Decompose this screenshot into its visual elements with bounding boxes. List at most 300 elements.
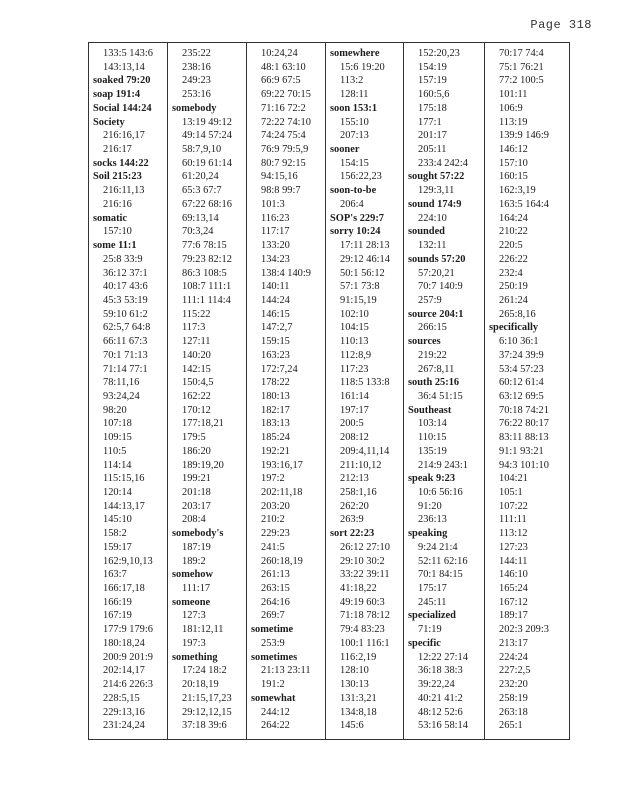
index-reference: 150:4,5	[182, 377, 214, 389]
index-reference: 269:7	[261, 610, 285, 622]
index-reference: 258:1,16	[340, 487, 377, 498]
index-reference: 177:1	[418, 116, 442, 128]
index-term: soon 153:1	[330, 102, 378, 114]
index-reference: 53:4 57:23	[499, 363, 544, 375]
index-reference: 166:19	[103, 596, 132, 608]
index-reference: 189:2	[182, 555, 206, 567]
index-reference: 78:11,16	[103, 377, 140, 389]
index-reference: 185:24	[261, 432, 290, 444]
index-reference: 178:22	[261, 377, 290, 389]
index-reference: 59:10 61:2	[103, 308, 148, 320]
index-reference: 162:3,19	[499, 185, 536, 197]
index-reference: 120:14	[103, 487, 132, 498]
index-term: sound 174:9	[408, 198, 462, 210]
index-reference: 129:3,11	[418, 185, 455, 197]
index-term: Southeast	[408, 404, 452, 416]
index-reference: 144:11	[499, 555, 528, 567]
index-reference: 192:21	[261, 445, 290, 457]
index-term: somatic	[93, 212, 128, 224]
index-reference: 39:22,24	[418, 679, 455, 691]
index-reference: 238:16	[182, 61, 211, 73]
index-reference: 21:15,17,23	[182, 692, 232, 704]
index-reference: 206:4	[340, 198, 364, 210]
index-reference: 235:22	[182, 48, 211, 59]
index-term: somewhere	[330, 48, 380, 59]
index-reference: 146:12	[499, 144, 528, 156]
index-reference: 197:3	[182, 637, 206, 649]
index-reference: 155:10	[340, 116, 369, 128]
index-reference: 65:3 67:7	[182, 185, 222, 197]
index-reference: 115:15,16	[103, 473, 145, 485]
index-reference: 37:24 39:9	[499, 349, 544, 361]
index-reference: 63:12 69:5	[499, 390, 544, 402]
index-reference: 207:13	[340, 130, 369, 142]
index-reference: 165:24	[499, 583, 528, 595]
index-reference: 145:10	[103, 514, 132, 526]
index-reference: 70:18 74:21	[499, 404, 549, 416]
index-reference: 244:12	[261, 706, 290, 718]
index-reference: 20:18,19	[182, 679, 219, 691]
index-reference: 167:12	[499, 596, 528, 608]
index-reference: 49:14 57:24	[182, 130, 232, 142]
index-reference: 135:19	[418, 445, 447, 457]
index-reference: 210:22	[499, 226, 528, 238]
index-reference: 186:20	[182, 445, 211, 457]
index-reference: 70:3,24	[182, 226, 214, 238]
index-term: SOP's 229:7	[330, 212, 384, 224]
page-number-label: Page 318	[530, 18, 592, 32]
index-reference: 156:22,23	[340, 171, 382, 183]
index-reference: 108:7 111:1	[182, 281, 232, 293]
index-reference: 189:17	[499, 610, 528, 622]
index-reference: 170:12	[182, 404, 211, 416]
index-reference: 112:8,9	[340, 349, 372, 361]
index-reference: 177:18,21	[182, 418, 224, 430]
index-reference: 45:3 53:19	[103, 294, 148, 306]
index-reference: 94:15,16	[261, 171, 298, 183]
index-reference: 109:15	[103, 432, 132, 444]
index-reference: 41:18,22	[340, 583, 377, 595]
index-term: sorry 10:24	[330, 226, 381, 238]
index-reference: 157:19	[418, 75, 447, 87]
index-reference: 182:17	[261, 404, 290, 416]
index-reference: 107:22	[499, 500, 528, 512]
index-reference: 130:13	[340, 679, 369, 691]
index-reference: 79:4 83:23	[340, 624, 385, 636]
index-reference: 146:15	[261, 308, 290, 320]
index-reference: 77:2 100:5	[499, 75, 544, 87]
index-reference: 219:22	[418, 349, 447, 361]
index-reference: 50:1 56:12	[340, 267, 385, 279]
index-reference: 143:13,14	[103, 61, 145, 73]
index-reference: 132:11	[418, 240, 447, 252]
index-reference: 71:18 78:12	[340, 610, 390, 622]
index-reference: 158:2	[103, 528, 127, 540]
index-reference: 48:1 63:10	[261, 61, 306, 73]
index-reference: 189:19,20	[182, 459, 224, 471]
index-reference: 116:2,19	[340, 651, 377, 663]
index-reference: 157:10	[499, 157, 528, 169]
index-reference: 226:22	[499, 253, 528, 265]
index-reference: 127:3	[182, 610, 206, 622]
index-reference: 131:3,21	[340, 692, 377, 704]
index-term: somehow	[172, 569, 213, 581]
index-reference: 70:1 71:13	[103, 349, 148, 361]
index-reference: 202:14,17	[103, 665, 145, 677]
index-reference: 57:1 73:8	[340, 281, 380, 293]
index-reference: 117:3	[182, 322, 206, 334]
index-column-2	[168, 43, 247, 739]
index-reference: 62:5,7 64:8	[103, 322, 151, 334]
index-reference: 83:11 88:13	[499, 432, 549, 444]
index-reference: 127:23	[499, 541, 528, 553]
index-reference: 152:20,23	[418, 48, 460, 59]
index-reference: 175:18	[418, 102, 447, 114]
index-term: some 11:1	[93, 240, 137, 252]
index-reference: 172:7,24	[261, 363, 298, 375]
index-reference: 203:20	[261, 500, 290, 512]
index-reference: 114:14	[103, 459, 132, 471]
index-reference: 144:24	[261, 294, 290, 306]
index-reference: 13:19 49:12	[182, 116, 232, 128]
index-term: soon-to-be	[330, 185, 377, 197]
index-reference: 94:3 101:10	[499, 459, 549, 471]
index-reference: 79:23 82:12	[182, 253, 232, 265]
index-reference: 162:9,10,13	[103, 555, 153, 567]
index-term: source 204:1	[408, 308, 464, 320]
index-column-5	[404, 43, 485, 739]
index-reference: 216:11,13	[103, 185, 145, 197]
index-reference: 91:1 93:21	[499, 445, 544, 457]
index-reference: 199:21	[182, 473, 211, 485]
index-reference: 233:4 242:4	[418, 157, 468, 169]
index-reference: 98:8 99:7	[261, 185, 301, 197]
index-reference: 101:3	[261, 198, 285, 210]
index-reference: 48:12 52:6	[418, 706, 463, 718]
index-reference: 53:16 58:14	[418, 720, 468, 732]
index-reference: 17:24 18:2	[182, 665, 227, 677]
index-term: socks 144:22	[93, 157, 149, 169]
index-reference: 265:8,16	[499, 308, 536, 320]
index-reference: 113:2	[340, 75, 364, 87]
index-reference: 60:12 61:4	[499, 377, 544, 389]
index-reference: 102:10	[340, 308, 369, 320]
index-reference: 118:5 133:8	[340, 377, 390, 389]
index-reference: 210:2	[261, 514, 285, 526]
index-reference: 264:22	[261, 720, 290, 732]
index-reference: 193:16,17	[261, 459, 303, 471]
index-reference: 111:17	[182, 583, 211, 595]
index-term: somebody's	[172, 528, 224, 540]
index-reference: 76:9 79:5,9	[261, 144, 309, 156]
index-reference: 232:20	[499, 679, 528, 691]
index-reference: 110:5	[103, 445, 127, 457]
index-reference: 202:11,18	[261, 487, 303, 498]
index-reference: 10:6 56:16	[418, 487, 463, 498]
index-reference: 70:1 84:15	[418, 569, 463, 581]
index-reference: 52:11 62:16	[418, 555, 468, 567]
index-reference: 110:15	[418, 432, 447, 444]
index-reference: 250:19	[499, 281, 528, 293]
index-reference: 183:13	[261, 418, 290, 430]
index-reference: 200:9 201:9	[103, 651, 153, 663]
index-term: sounded	[408, 226, 445, 238]
index-reference: 232:4	[499, 267, 523, 279]
index-term: south 25:16	[408, 377, 460, 389]
index-reference: 180:18,24	[103, 637, 145, 649]
index-reference: 229:13,16	[103, 706, 145, 718]
index-reference: 66:9 67:5	[261, 75, 301, 87]
index-reference: 61:20,24	[182, 171, 219, 183]
index-reference: 159:17	[103, 541, 132, 553]
index-reference: 214:6 226:3	[103, 679, 153, 691]
index-reference: 67:22 68:16	[182, 198, 232, 210]
index-term: specific	[408, 637, 441, 649]
index-term: specialized	[408, 610, 456, 622]
index-reference: 263:9	[340, 514, 364, 526]
index-column-4	[326, 43, 404, 739]
index-column-1	[89, 43, 168, 739]
index-reference: 71:14 77:1	[103, 363, 148, 375]
index-reference: 236:13	[418, 514, 447, 526]
index-column-3	[247, 43, 326, 739]
index-reference: 213:17	[499, 637, 528, 649]
index-term: sometime	[251, 624, 294, 636]
index-term: Soil 215:23	[93, 171, 142, 183]
index-reference: 36:12 37:1	[103, 267, 148, 279]
index-reference: 117:23	[340, 363, 369, 375]
index-reference: 139:9 146:9	[499, 130, 549, 142]
index-reference: 245:11	[418, 596, 447, 608]
index-reference: 180:13	[261, 390, 290, 402]
index-reference: 40:21 41:2	[418, 692, 463, 704]
index-reference: 161:14	[340, 390, 369, 402]
index-term: sooner	[330, 144, 360, 156]
index-reference: 133:20	[261, 240, 290, 252]
index-reference: 208:12	[340, 432, 369, 444]
index-term: Society	[93, 116, 125, 128]
index-reference: 70:7 140:9	[418, 281, 463, 293]
index-reference: 142:15	[182, 363, 211, 375]
index-reference: 9:24 21:4	[418, 541, 458, 553]
index-reference: 66:11 67:3	[103, 336, 148, 348]
index-reference: 75:1 76:21	[499, 61, 544, 73]
index-reference: 145:6	[340, 720, 364, 732]
index-reference: 57:20,21	[418, 267, 455, 279]
index-reference: 146:10	[499, 569, 528, 581]
index-reference: 116:23	[261, 212, 290, 224]
index-reference: 98:20	[103, 404, 127, 416]
index-reference: 69:22 70:15	[261, 89, 311, 101]
index-reference: 80:7 92:15	[261, 157, 306, 169]
index-term: specifically	[489, 322, 539, 334]
index-reference: 37:18 39:6	[182, 720, 227, 732]
index-reference: 71:16 72:2	[261, 102, 306, 114]
index-term: sounds 57:20	[408, 253, 466, 265]
index-reference: 40:17 43:6	[103, 281, 148, 293]
index-reference: 60:19 61:14	[182, 157, 232, 169]
index-reference: 228:5,15	[103, 692, 140, 704]
index-column-6	[485, 43, 569, 739]
index-reference: 253:9	[261, 637, 285, 649]
index-reference: 227:2,5	[499, 665, 531, 677]
index-reference: 229:23	[261, 528, 290, 540]
index-reference: 10:24,24	[261, 48, 298, 59]
index-reference: 144:13,17	[103, 500, 145, 512]
index-reference: 164:24	[499, 212, 528, 224]
index-reference: 197:17	[340, 404, 369, 416]
index-reference: 12:22 27:14	[418, 651, 468, 663]
index-reference: 134:23	[261, 253, 290, 265]
index-reference: 163:7	[103, 569, 127, 581]
index-reference: 111:1 114:4	[182, 294, 231, 306]
index-reference: 70:17 74:4	[499, 48, 544, 59]
index-reference: 162:22	[182, 390, 211, 402]
index-reference: 179:5	[182, 432, 206, 444]
index-reference: 203:17	[182, 500, 211, 512]
index-reference: 202:3 209:3	[499, 624, 549, 636]
index-reference: 49:19 60:3	[340, 596, 385, 608]
index-reference: 128:11	[340, 89, 369, 101]
index-reference: 76:22 80:17	[499, 418, 549, 430]
index-reference: 36:4 51:15	[418, 390, 463, 402]
index-reference: 104:21	[499, 473, 528, 485]
index-reference: 212:13	[340, 473, 369, 485]
index-term: someone	[172, 596, 211, 608]
index-reference: 231:24,24	[103, 720, 145, 732]
index-reference: 160:5,6	[418, 89, 450, 101]
index-reference: 154:15	[340, 157, 369, 169]
index-reference: 181:12,11	[182, 624, 224, 636]
index-reference: 107:18	[103, 418, 132, 430]
index-reference: 71:19	[418, 624, 442, 636]
index-reference: 241:5	[261, 541, 285, 553]
index-reference: 224:10	[418, 212, 447, 224]
index-reference: 160:15	[499, 171, 528, 183]
index-reference: 117:17	[261, 226, 290, 238]
index-reference: 216:16	[103, 198, 132, 210]
index-reference: 105:1	[499, 487, 523, 498]
index-reference: 133:5 143:6	[103, 48, 153, 59]
index-reference: 208:4	[182, 514, 206, 526]
index-term: sometimes	[251, 651, 298, 663]
index-reference: 69:13,14	[182, 212, 219, 224]
index-reference: 72:22 74:10	[261, 116, 311, 128]
index-reference: 163:5 164:4	[499, 198, 549, 210]
index-reference: 17:11 28:13	[340, 240, 390, 252]
index-reference: 260:18,19	[261, 555, 303, 567]
index-reference: 257:9	[418, 294, 442, 306]
index-reference: 214:9 243:1	[418, 459, 468, 471]
index-reference: 91:15,19	[340, 294, 377, 306]
index-reference: 100:1 116:1	[340, 637, 390, 649]
index-reference: 167:19	[103, 610, 132, 622]
index-reference: 77:6 78:15	[182, 240, 227, 252]
index-reference: 197:2	[261, 473, 285, 485]
index-reference: 103:14	[418, 418, 447, 430]
index-reference: 159:15	[261, 336, 290, 348]
index-reference: 224:24	[499, 651, 528, 663]
index-reference: 200:5	[340, 418, 364, 430]
index-term: Social 144:24	[93, 102, 152, 114]
index-term: somebody	[172, 102, 217, 114]
index-reference: 263:18	[499, 706, 528, 718]
index-term: sort 22:23	[330, 528, 375, 540]
index-reference: 86:3 108:5	[182, 267, 227, 279]
index-reference: 265:1	[499, 720, 523, 732]
index-reference: 138:4 140:9	[261, 267, 311, 279]
index-reference: 264:16	[261, 596, 290, 608]
index-reference: 262:20	[340, 500, 369, 512]
index-reference: 166:17,18	[103, 583, 145, 595]
index-term: something	[172, 651, 218, 663]
index-reference: 29:10 30:2	[340, 555, 385, 567]
index-reference: 205:11	[418, 144, 447, 156]
word-index-table	[88, 42, 570, 740]
index-reference: 261:13	[261, 569, 290, 581]
index-reference: 29:12 46:14	[340, 253, 390, 265]
index-reference: 93:24,24	[103, 390, 140, 402]
index-term: soap 191:4	[93, 89, 141, 101]
index-term: speak 9:23	[408, 473, 456, 485]
index-reference: 26:12 27:10	[340, 541, 390, 553]
index-term: somewhat	[251, 692, 296, 704]
index-reference: 220:5	[499, 240, 523, 252]
index-reference: 175:17	[418, 583, 447, 595]
index-reference: 147:2,7	[261, 322, 293, 334]
index-reference: 140:20	[182, 349, 211, 361]
index-term: sought 57:22	[408, 171, 465, 183]
index-reference: 91:20	[418, 500, 442, 512]
index-term: speaking	[408, 528, 448, 540]
index-term: sources	[408, 336, 441, 348]
index-reference: 58:7,9,10	[182, 144, 222, 156]
index-reference: 127:11	[182, 336, 211, 348]
index-reference: 29:12,12,15	[182, 706, 232, 718]
index-reference: 101:11	[499, 89, 528, 101]
index-reference: 216:17	[103, 144, 132, 156]
index-reference: 253:16	[182, 89, 211, 101]
index-reference: 154:19	[418, 61, 447, 73]
index-reference: 258:19	[499, 692, 528, 704]
index-reference: 209:4,11,14	[340, 445, 390, 457]
index-reference: 6:10 36:1	[499, 336, 539, 348]
index-reference: 263:15	[261, 583, 290, 595]
index-reference: 261:24	[499, 294, 528, 306]
index-reference: 266:15	[418, 322, 447, 334]
index-reference: 25:8 33:9	[103, 253, 143, 265]
index-reference: 33:22 39:11	[340, 569, 390, 581]
index-reference: 113:19	[499, 116, 528, 128]
index-reference: 216:16,17	[103, 130, 145, 142]
index-reference: 163:23	[261, 349, 290, 361]
index-reference: 249:23	[182, 75, 211, 87]
index-reference: 134:8,18	[340, 706, 377, 718]
index-term: soaked 79:20	[93, 75, 151, 87]
index-reference: 157:10	[103, 226, 132, 238]
index-reference: 113:12	[499, 528, 528, 540]
index-reference: 128:10	[340, 665, 369, 677]
index-reference: 21:13 23:11	[261, 665, 311, 677]
index-reference: 15:6 19:20	[340, 61, 385, 73]
index-reference: 74:24 75:4	[261, 130, 306, 142]
index-reference: 106:9	[499, 102, 523, 114]
index-reference: 191:2	[261, 679, 285, 691]
index-reference: 110:13	[340, 336, 369, 348]
index-reference: 201:17	[418, 130, 447, 142]
index-reference: 36:18 38:3	[418, 665, 463, 677]
index-reference: 187:19	[182, 541, 211, 553]
